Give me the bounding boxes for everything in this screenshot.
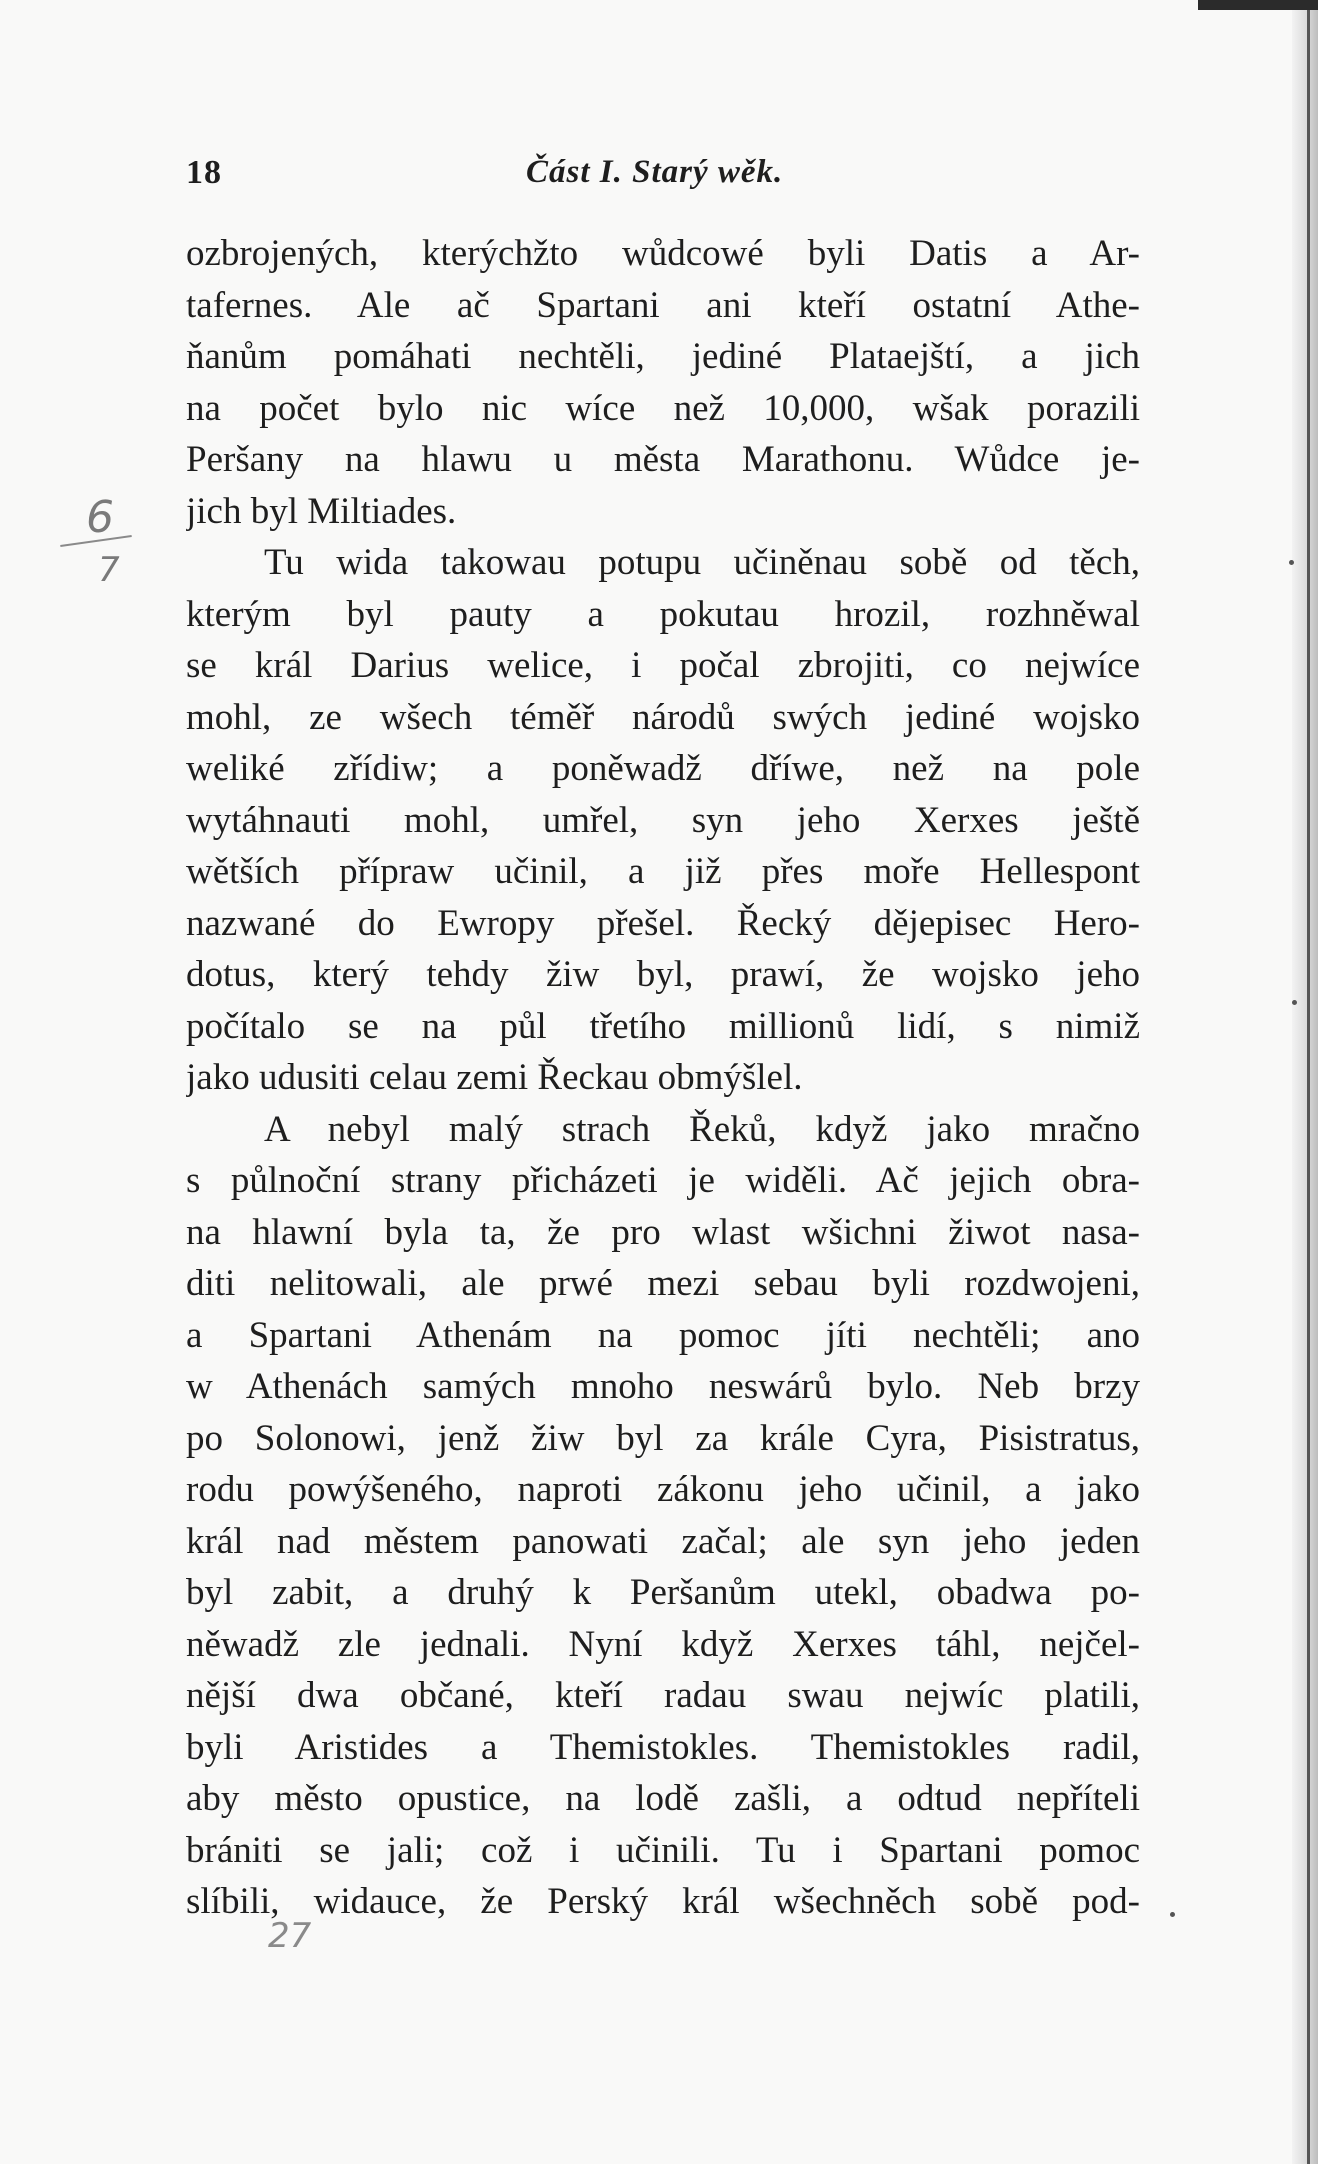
- margin-note-6: 6: [86, 492, 114, 543]
- text-line: král nad městem panowati začal; ale syn jeho jeden: [186, 1520, 1140, 1562]
- text-line: nější dwa občané, kteří radau swau nejwíc platili,: [186, 1675, 1140, 1716]
- text-line: ozbrojených, kterýchžto wůdcowé byli Datis a Ar-: [186, 233, 1140, 274]
- page-header: [186, 150, 1146, 198]
- text-line: byli Aristides a Themistokles. Themistokles radil,: [186, 1726, 1140, 1768]
- text-line: se král Darius welice, i počal zbrojiti, co nejwíce: [186, 645, 1140, 686]
- margin-note-7: 7: [98, 550, 120, 590]
- text-line: a Spartani Athenám na pomoc jíti nechtěli; ano: [186, 1314, 1140, 1356]
- text-line: mohl, ze wšech téměř národů swých jediné wojsko: [186, 696, 1140, 738]
- body-text: [186, 228, 1140, 1928]
- text-line: tafernes. Ale ač Spartani ani kteří ostatní Athe-: [186, 284, 1140, 326]
- text-line: Tu wida takowau potupu učiněnau sobě od těch,: [264, 542, 1140, 583]
- edge-speck: [1289, 560, 1294, 565]
- text-line: jich byl Miltiades.: [186, 490, 457, 532]
- text-line: jako udusiti celau zemi Řeckau obmýšlel.: [186, 1057, 803, 1098]
- text-line: ňanům pomáhati nechtěli, jediné Plataejští, a jich: [186, 336, 1140, 377]
- edge-speck: [1292, 1000, 1297, 1005]
- text-line: kterým byl pauty a pokutau hrozil, rozhněwal: [186, 593, 1140, 635]
- text-line: s půlnoční strany přicházeti je widěli. Ač jejich obra-: [186, 1160, 1140, 1201]
- text-line: brániti se jali; což i učinili. Tu i Spartani pomoc: [186, 1829, 1140, 1871]
- text-line: byl zabit, a druhý k Peršanům utekl, obadwa po-: [186, 1572, 1140, 1613]
- text-line: nazwané do Ewropy přešel. Řecký dějepisec Hero-: [186, 902, 1140, 944]
- text-line: wytáhnauti mohl, umřel, syn jeho Xerxes ještě: [186, 799, 1140, 841]
- margin-note-27: 27: [268, 1916, 312, 1956]
- text-line: A nebyl malý strach Řeků, když jako mračno: [264, 1108, 1140, 1150]
- text-line: na počet bylo nic wíce než 10,000, wšak porazili: [186, 387, 1140, 429]
- text-line: w Athenách samých mnoho neswárů bylo. Neb brzy: [186, 1366, 1140, 1407]
- text-line: něwadž zle jednali. Nyní když Xerxes táhl, nejčel-: [186, 1623, 1140, 1665]
- text-line: na hlawní byla ta, že pro wlast wšichni žiwot nasa-: [186, 1211, 1140, 1253]
- text-line: diti nelitowali, ale prwé mezi sebau byli rozdwojeni,: [186, 1263, 1140, 1304]
- text-line: dotus, který tehdy žiw byl, prawí, že wojsko jeho: [186, 954, 1140, 995]
- text-line: weliké zřídiw; a poněwadž dříwe, než na pole: [186, 748, 1140, 789]
- page-number: 18: [186, 154, 222, 191]
- text-line: rodu powýšeného, naproti zákonu jeho učinil, a jako: [186, 1469, 1140, 1510]
- text-line: počítalo se na půl třetího millionů lidí, s nimiž: [186, 1005, 1140, 1047]
- text-line: po Solonowi, jenž žiw byl za krále Cyra, Pisistratus,: [186, 1417, 1140, 1459]
- page-edge-line: [1307, 0, 1310, 2164]
- edge-speck: [1170, 1912, 1175, 1917]
- text-line: wětších přípraw učinil, a již přes moře Hellespont: [186, 851, 1140, 892]
- running-head: Část I. Starý wěk.: [526, 154, 784, 190]
- page-edge: [1292, 0, 1318, 2164]
- text-line: slíbili, widauce, že Perský král wšechněch sobě pod-: [186, 1881, 1140, 1922]
- text-line: Peršany na hlawu u města Marathonu. Wůdce je-: [186, 439, 1140, 480]
- text-line: aby město opustice, na lodě zašli, a odtud nepříteli: [186, 1778, 1140, 1819]
- page-edge-top: [1198, 0, 1318, 10]
